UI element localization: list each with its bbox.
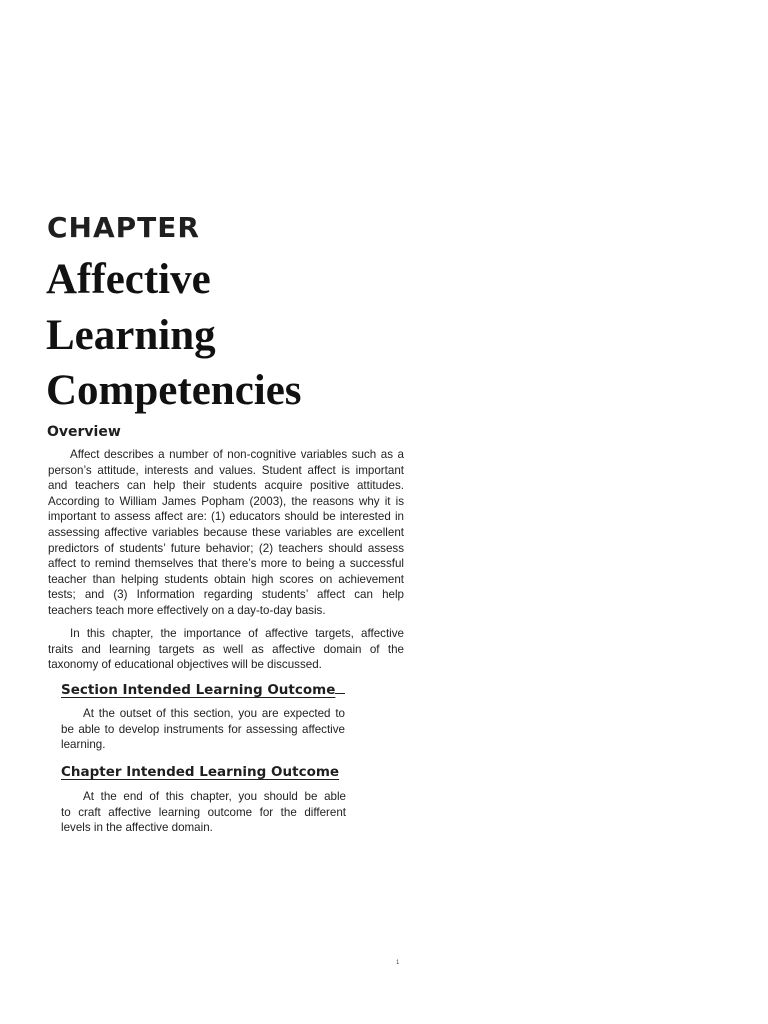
chapter-label: CHAPTER	[47, 211, 200, 244]
overview-heading: Overview	[47, 424, 121, 440]
overview-line: Affect describes a number of non-cognitive variables such as a	[70, 448, 404, 461]
overview-line: teachers teach more effectively on a day-to-day basis.	[48, 603, 326, 617]
overview-line: teacher than helping students obtain high scores on achievement	[48, 572, 404, 586]
section-outcome-line: At the outset of this section, you are expected to	[83, 707, 345, 720]
overview-line: predictors of students’ future behavior; (2) teachers should assess	[48, 541, 404, 555]
overview-line: important to assess affect are: (1) educators should be interested in	[48, 510, 404, 524]
overview-line: According to William James Popham (2003), the reasons why it is	[48, 494, 404, 508]
chapter-title-line-1: Affective	[46, 256, 211, 303]
chapter-outcome-line: At the end of this chapter, you should be able	[83, 790, 346, 803]
scope-line: traits and learning targets as well as affective domain of the	[48, 642, 404, 656]
overview-line: assessing affective variables because these variables are excellent	[48, 525, 404, 539]
chapter-outcome-paragraph	[61, 789, 346, 836]
overview-line: tests; and (3) Information regarding students’ affect can help	[48, 588, 404, 602]
scope-line: taxonomy of educational objectives will be discussed.	[48, 658, 322, 672]
chapter-outcome-heading: Chapter Intended Learning Outcome	[61, 764, 340, 780]
section-outcome-line: learning.	[61, 738, 106, 752]
section-outcome-line: be able to develop instruments for assessing affective	[61, 722, 345, 736]
scope-line: In this chapter, the importance of affective targets, affective	[70, 627, 404, 640]
chapter-outcome-line: levels in the affective domain.	[61, 821, 213, 835]
overview-paragraph	[48, 447, 404, 619]
section-outcome-paragraph	[61, 706, 345, 753]
overview-line: and teachers can help their students acquire positive attitudes.	[48, 479, 404, 493]
chapter-title-line-3: Competencies	[46, 367, 302, 414]
chapter-outcome-line: to craft affective learning outcome for the different	[61, 805, 346, 819]
page-number: 1	[396, 960, 400, 966]
chapter-scope-paragraph	[48, 626, 404, 673]
overview-line: person’s attitude, interests and values. Student affect is important	[48, 463, 404, 477]
section-outcome-heading: Section Intended Learning Outcome	[61, 680, 345, 698]
chapter-title-line-2: Learning	[46, 312, 216, 359]
overview-line: affect to remind themselves that there’s more to being a successful	[48, 557, 404, 571]
